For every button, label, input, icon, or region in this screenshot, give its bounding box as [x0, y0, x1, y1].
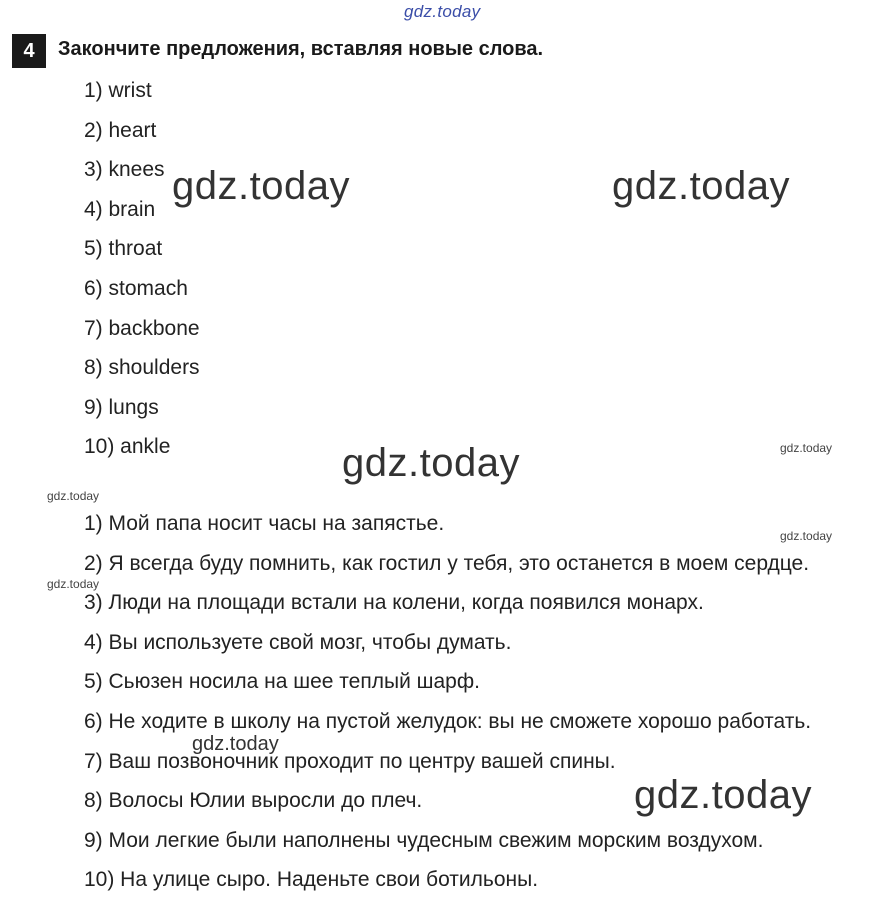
sentence-item: 4) Вы используете свой мозг, чтобы думать.: [84, 630, 512, 654]
top-watermark: gdz.today: [404, 2, 481, 21]
watermark: gdz.today: [612, 164, 790, 208]
word-item: 3) knees: [84, 158, 165, 182]
sentence-item: 5) Сьюзен носила на шее теплый шарф.: [84, 670, 480, 694]
sentence-list: [84, 512, 811, 908]
watermark: gdz.today: [780, 441, 833, 455]
sentence-item: 6) Не ходите в школу на пустой желудок: вы не сможете хорошо работать.: [84, 709, 812, 733]
sentence-item: 3) Люди на площади встали на колени, когда появился монарх.: [84, 591, 704, 615]
sentence-item: 7) Ваш позвоночник проходит по центру вашей спины.: [84, 749, 616, 773]
word-list: [84, 79, 200, 475]
word-item: 1) wrist: [84, 79, 152, 102]
sentence-item: 1) Мой папа носит часы на запястье.: [84, 512, 445, 535]
task-title: Закончите предложения, вставляя новые слова.: [58, 38, 544, 60]
task-number-badge: 4: [12, 34, 46, 68]
watermark: gdz.today: [172, 164, 350, 208]
word-item: 8) shoulders: [84, 356, 200, 380]
watermark: gdz.today: [192, 733, 279, 755]
watermark: gdz.today: [47, 489, 100, 503]
sentence-item: 2) Я всегда буду помнить, как гостил у тебя, это останется в моем сердце.: [84, 551, 810, 575]
watermark: gdz.today: [634, 773, 812, 817]
watermark: gdz.today: [780, 529, 833, 543]
word-item: 2) heart: [84, 118, 157, 142]
word-item: 5) throat: [84, 237, 163, 261]
watermark: gdz.today: [47, 577, 100, 591]
word-item: 4) brain: [84, 197, 156, 221]
sentence-item: 9) Мои легкие были наполнены чудесным свежим морским воздухом.: [84, 828, 764, 852]
word-item: 6) stomach: [84, 276, 188, 300]
word-item: 7) backbone: [84, 316, 200, 340]
sentence-item: 8) Волосы Юлии выросли до плеч.: [84, 789, 423, 813]
sentence-item: 10) На улице сыро. Наденьте свои ботильоны.: [84, 868, 539, 892]
watermark: gdz.today: [342, 441, 520, 485]
word-item: 9) lungs: [84, 395, 159, 419]
word-item: 10) ankle: [84, 435, 171, 459]
